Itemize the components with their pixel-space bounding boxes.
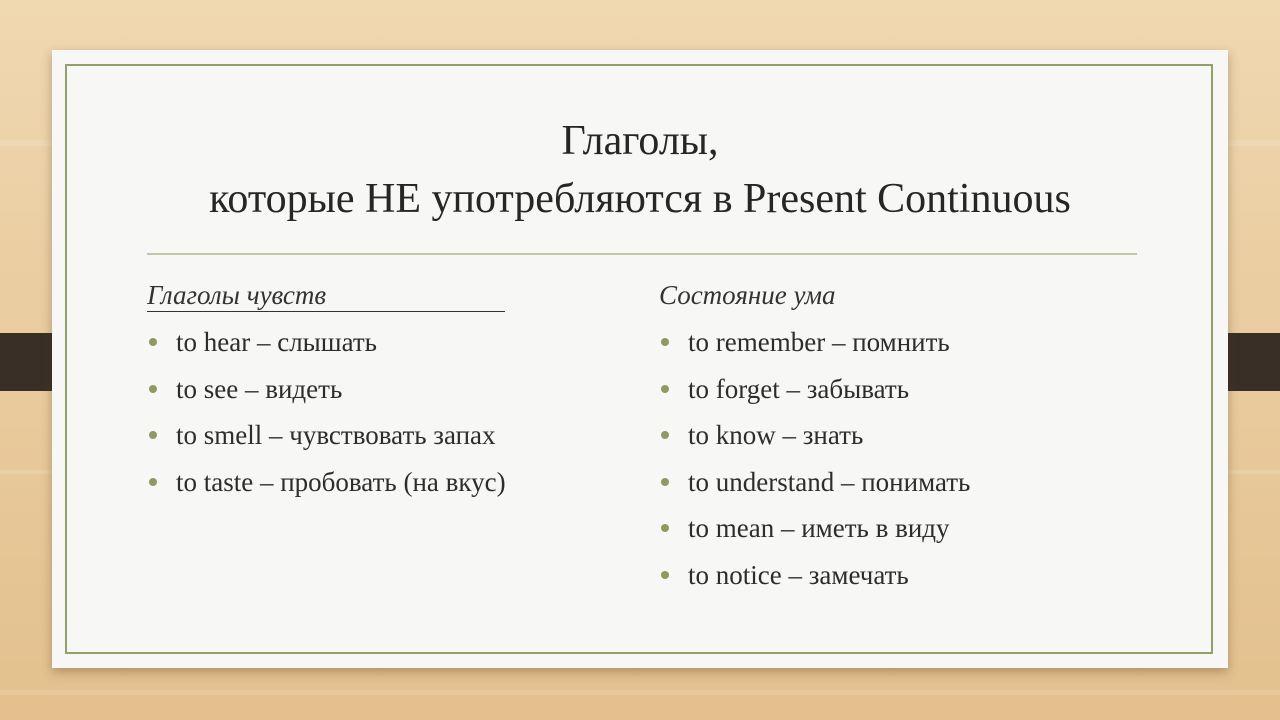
bullet-icon <box>149 478 157 486</box>
bullet-icon <box>149 431 157 439</box>
bullet-icon <box>661 385 669 393</box>
mind-state-list <box>659 324 970 603</box>
list-item-text: to forget – забывать <box>688 373 910 404</box>
list-item <box>147 371 506 418</box>
list-item-text: to smell – чувствовать запах <box>176 420 496 450</box>
list-item-text: to notice – замечать <box>688 559 909 590</box>
list-item-text: to taste – пробовать (на вкус) <box>176 466 506 497</box>
list-item-text: to remember – помнить <box>688 327 950 357</box>
list-item <box>147 324 506 371</box>
list-item <box>659 417 970 464</box>
senses-heading: Глаголы чувств <box>147 278 505 312</box>
list-item <box>659 464 970 511</box>
bullet-icon <box>661 524 669 532</box>
mind-state-heading: Состояние ума <box>659 280 836 310</box>
list-item-text: to hear – слышать <box>176 327 377 357</box>
bullet-icon <box>149 338 157 346</box>
list-item-text: to mean – иметь в виду <box>688 513 950 543</box>
list-item-text: to understand – понимать <box>688 466 971 497</box>
slide-title-line2: которые НЕ употребляются в Present Continuous <box>209 176 1071 222</box>
list-item <box>147 464 506 511</box>
list-item <box>659 324 970 371</box>
list-item <box>659 557 970 604</box>
list-item <box>659 371 970 418</box>
list-item-text: to know – знать <box>688 420 864 450</box>
list-item <box>147 417 506 464</box>
list-item-text: to see – видеть <box>176 373 343 404</box>
bullet-icon <box>149 385 157 393</box>
bullet-icon <box>661 478 669 486</box>
bullet-icon <box>661 338 669 346</box>
wood-grain <box>0 690 1280 695</box>
bullet-icon <box>661 571 669 579</box>
list-item <box>659 510 970 557</box>
slide-title-line1: Глаголы, <box>561 118 719 164</box>
title-divider <box>147 253 1137 255</box>
slide-card <box>52 50 1228 668</box>
senses-list <box>147 324 506 510</box>
bullet-icon <box>661 431 669 439</box>
